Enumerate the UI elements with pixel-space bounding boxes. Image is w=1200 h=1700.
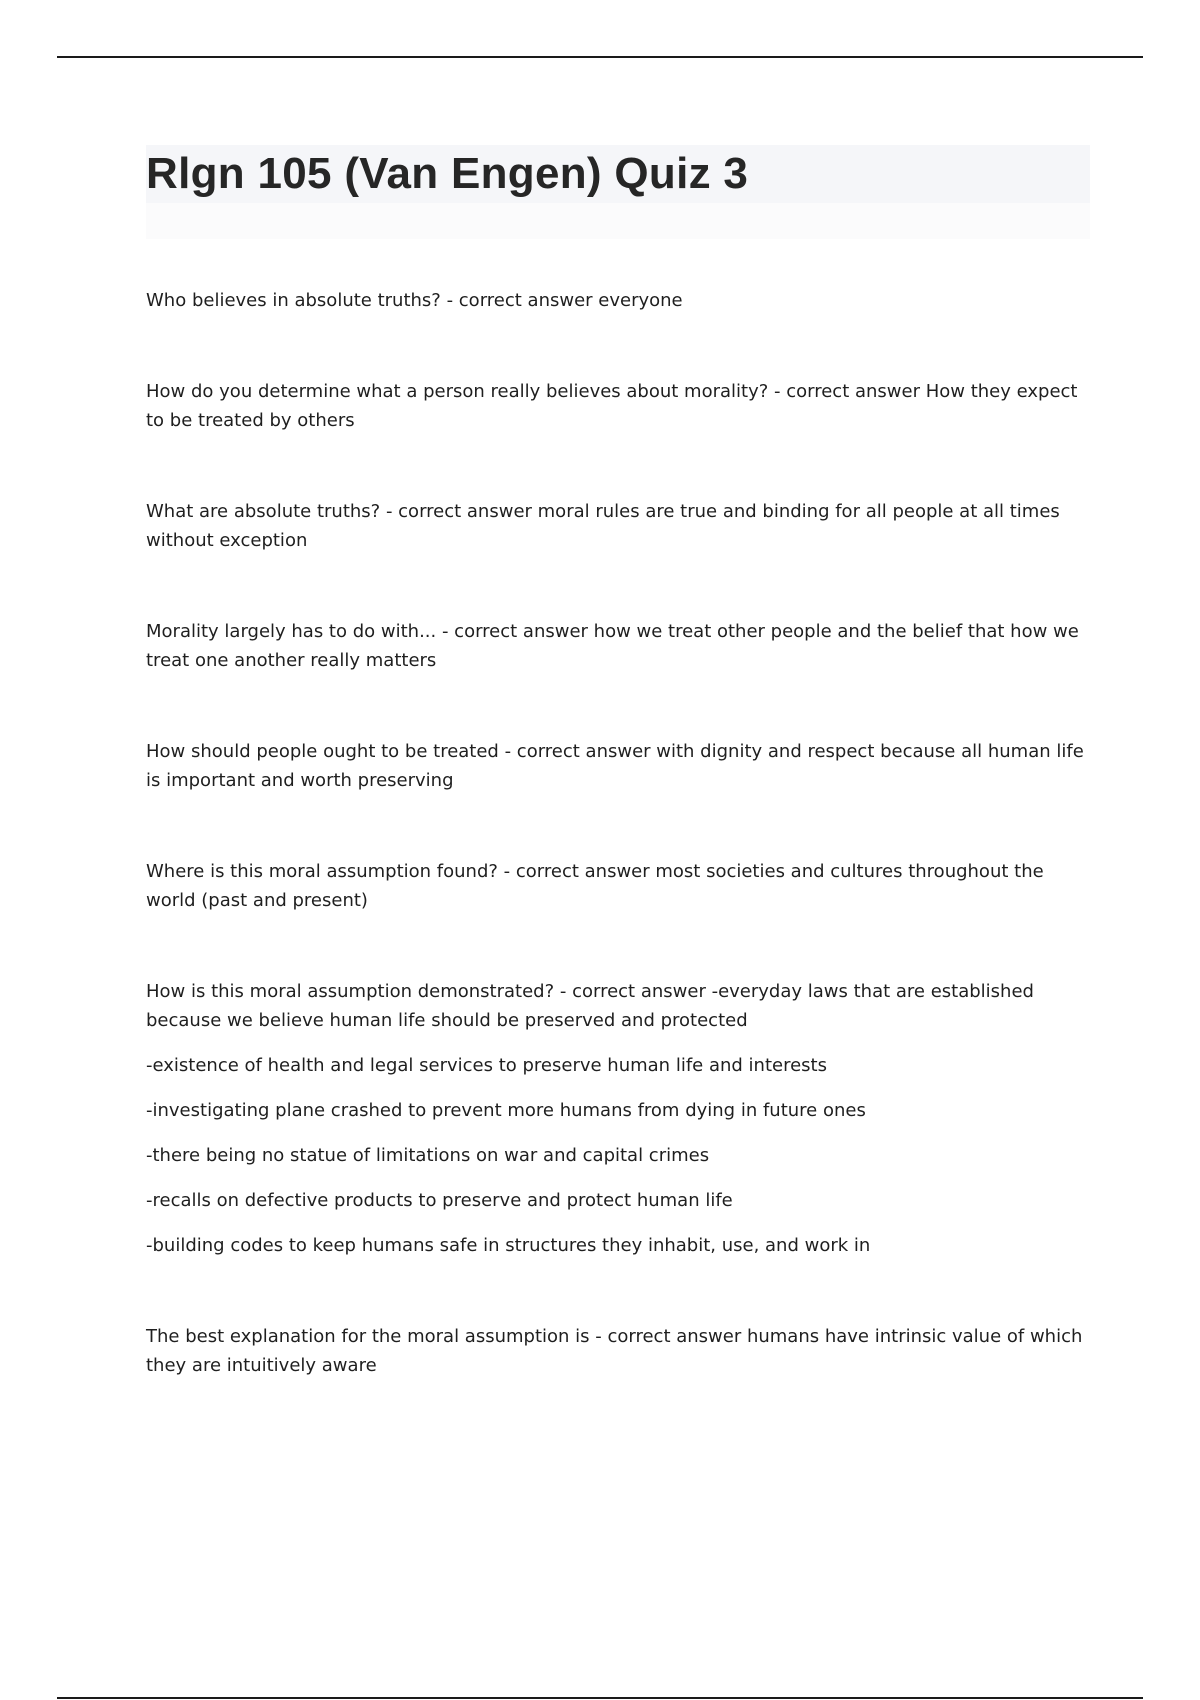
qa-item [146, 497, 1090, 555]
qa-list-line: -there being no statue of limitations on war and capital crimes [146, 1145, 710, 1166]
document-title: Rlgn 105 (Van Engen) Quiz 3 [146, 149, 749, 198]
qa-list-line: -recalls on defective products to preserve and protect human life [146, 1190, 733, 1211]
qa-item [146, 1322, 1090, 1380]
qa-item [146, 377, 1090, 435]
top-rule [57, 56, 1143, 58]
bottom-rule [57, 1697, 1143, 1699]
title-band [146, 145, 1090, 203]
qa-item [146, 617, 1090, 675]
qa-list-line: -investigating plane crashed to prevent more humans from dying in future ones [146, 1100, 866, 1121]
qa-text: Morality largely has to do with... - correct answer how we treat other people and the belief that how we treat one another really matters [146, 621, 1079, 671]
qa-item [146, 737, 1090, 795]
qa-text: How should people ought to be treated - correct answer with dignity and respect because all human life is important and worth preserving [146, 741, 1084, 791]
qa-item [146, 977, 1090, 1260]
qa-item [146, 286, 1090, 315]
qa-text: How is this moral assumption demonstrated? - correct answer -everyday laws that are established because we believe human life should be preserved and protected [146, 981, 1034, 1031]
qa-item [146, 857, 1090, 915]
qa-text: The best explanation for the moral assumption is - correct answer humans have intrinsic value of which they are intuitively aware [146, 1326, 1083, 1376]
title-band-shadow [146, 203, 1090, 239]
qa-list-line: -existence of health and legal services to preserve human life and interests [146, 1055, 827, 1076]
qa-text: What are absolute truths? - correct answer moral rules are true and binding for all people at all times without exception [146, 501, 1060, 551]
qa-list-line: -building codes to keep humans safe in structures they inhabit, use, and work in [146, 1235, 871, 1256]
qa-text: How do you determine what a person really believes about morality? - correct answer How they expect to be treated by others [146, 381, 1078, 431]
document-body [146, 145, 1090, 1380]
qa-text: Who believes in absolute truths? - correct answer everyone [146, 290, 683, 311]
qa-list [146, 286, 1090, 1380]
qa-text: Where is this moral assumption found? - correct answer most societies and cultures throughout the world (past and present) [146, 861, 1044, 911]
